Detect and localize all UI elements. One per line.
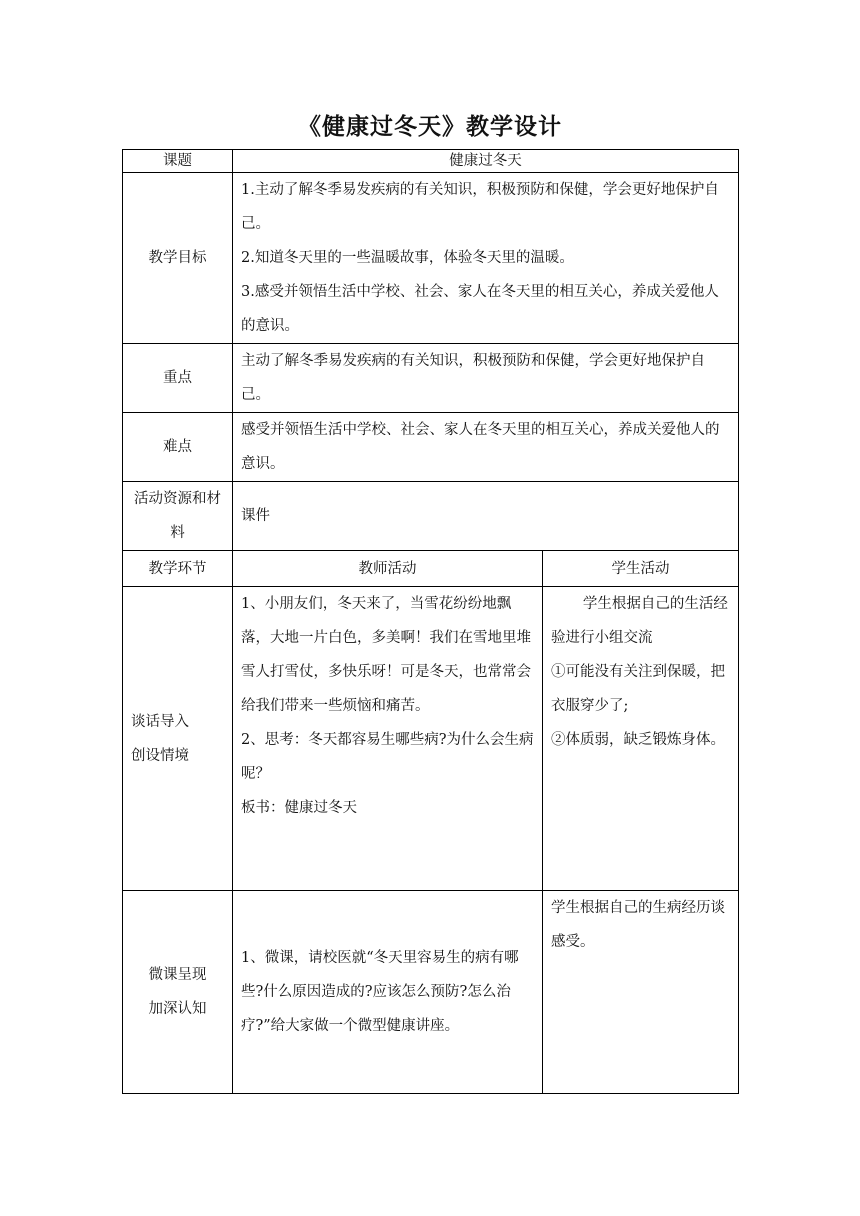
topic-row [123,150,739,173]
goal-item: 3.感受并领悟生活中学校、社会、家人在冬天里的相互关心，养成关爱他人的意识。 [241,284,719,334]
key-point-label: 重点 [123,344,233,413]
stage-name [123,891,233,1094]
stage-name [123,587,233,891]
student-activity [543,587,739,891]
stage-name-line: 创设情境 [131,747,189,764]
stage-header: 教学环节 [123,551,233,587]
stage-name-line: 微课呈现 [148,967,207,983]
difficulty-row [123,413,739,482]
difficulty-value: 感受并领悟生活中学校、社会、家人在冬天里的相互关心，养成关爱他人的意识。 [233,413,739,482]
key-point-row [123,344,739,413]
lesson-plan-table [122,149,739,1094]
teacher-activity [233,891,543,1094]
document-title: 《健康过冬天》教学设计 [298,114,562,140]
goal-item: 2.知道冬天里的一些温暖故事，体验冬天里的温暖。 [241,250,574,266]
teacher-activity [233,587,543,891]
student-activity [543,891,739,1094]
stage-header-row [123,551,739,587]
teacher-activity-item: 1、微课，请校医就“冬天里容易生的病有哪些?什么原因造成的?应该怎么预防?怎么治疗?”给大家做一个微型健康讲座。 [241,950,519,1034]
stage-row [123,587,739,891]
stage-row [123,891,739,1094]
stage-name-line: 加深认知 [148,1001,207,1017]
goal-item: 1.主动了解冬季易发疾病的有关知识，积极预防和保健，学会更好地保护自己。 [241,182,719,232]
topic-label: 课题 [123,150,233,173]
resources-label: 活动资源和材料 [123,482,233,551]
resources-row [123,482,739,551]
student-activity-item: 学生根据自己的生活经验进行小组交流 [551,596,728,646]
goals-label: 教学目标 [123,173,233,344]
goals-content [233,173,739,344]
key-point-value: 主动了解冬季易发疾病的有关知识，积极预防和保健，学会更好地保护自己。 [233,344,739,413]
student-activity-item: ①可能没有关注到保暖，把衣服穿少了; [551,664,725,714]
goals-row [123,173,739,344]
student-activity-item: 学生根据自己的生病经历谈感受。 [551,900,725,950]
resources-value: 课件 [233,482,739,551]
student-activity-header: 学生活动 [543,551,739,587]
teacher-activity-item: 板书：健康过冬天 [241,800,357,816]
stage-name-line: 谈话导入 [131,713,189,730]
difficulty-label: 难点 [123,413,233,482]
student-activity-item: ②体质弱，缺乏锻炼身体。 [551,732,725,748]
teacher-activity-item: 1、小朋友们，冬天来了，当雪花纷纷地飘落，大地一片白色，多美啊！我们在雪地里堆雪人打雪仗，多快乐呀！可是冬天，也常常会给我们带来一些烦恼和痛苦。 [241,596,531,714]
teacher-activity-item: 2、思考：冬天都容易生哪些病?为什么会生病呢？ [241,732,534,782]
teacher-activity-header: 教师活动 [233,551,543,587]
topic-value: 健康过冬天 [233,150,739,173]
